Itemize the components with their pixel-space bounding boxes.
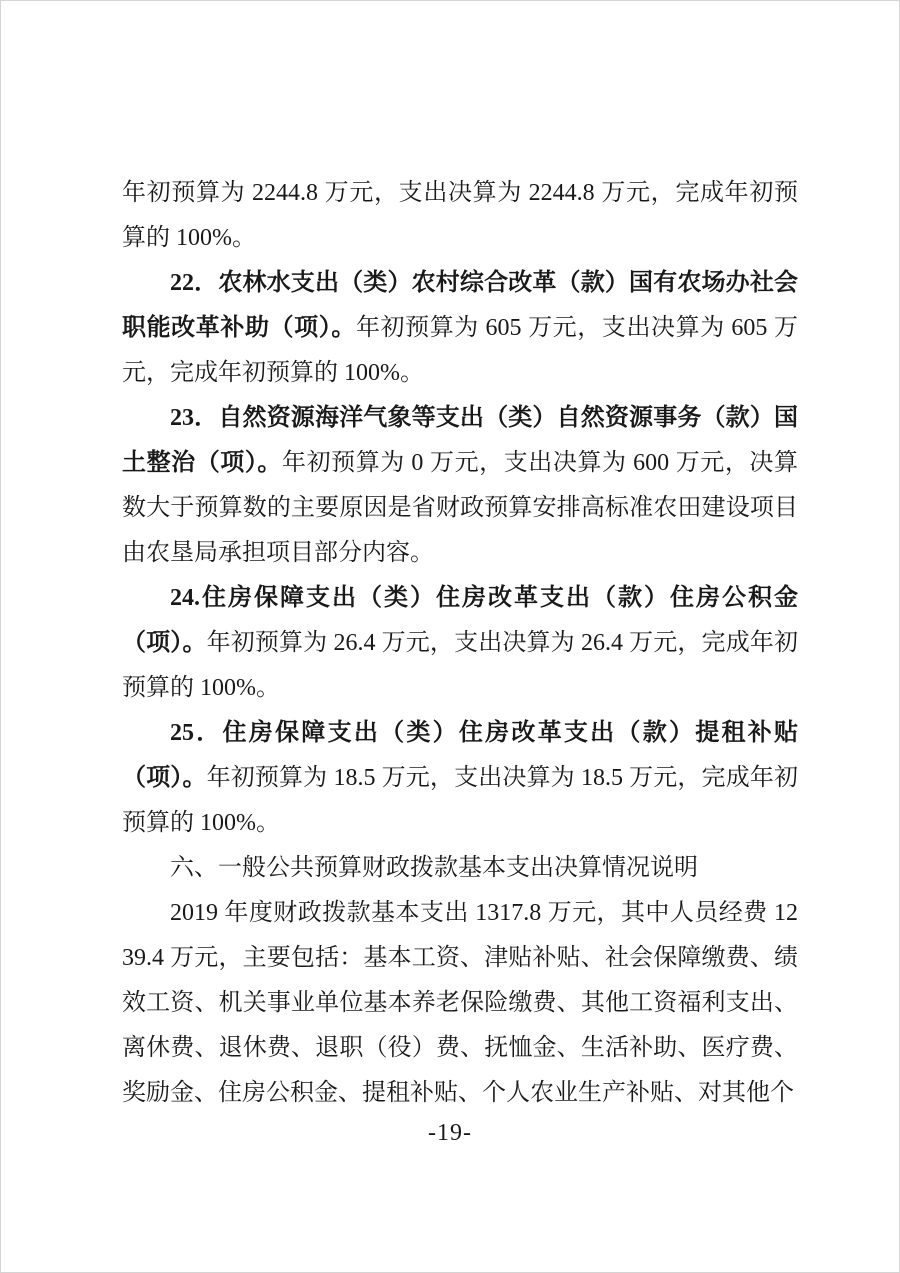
paragraph-basic-expenditure: 2019 年度财政拨款基本支出 1317.8 万元，其中人员经费 1239.4 万元，主要包括：基本工资、津贴补贴、社会保障缴费、绩效工资、机关事业单位基本养老保险缴费、其他工资福利支出、离休费、退休费、退职（役）费、抚恤金、生活补助、医疗费、奖励金、住房公积金、提租补贴、个人农业生产补贴、对其他个: [122, 900, 798, 1106]
document-body: [122, 171, 798, 1116]
paragraph-item-24: [122, 576, 798, 711]
item-22-text: 年初预算为 605 万元，支出决算为 605 万元，完成年初预算的 100%。: [122, 315, 799, 386]
paragraph-continuation: 年初预算为 2244.8 万元，支出决算为 2244.8 万元，完成年初预算的 100%。: [122, 180, 798, 251]
page-number: -19-: [428, 1120, 472, 1146]
paragraph-item-23: [122, 396, 798, 576]
item-22-title: 22．农林水支出（类）农村综合改革（款）国有农场办社会职能改革补助（项）。: [122, 270, 798, 341]
item-25-title: 25．住房保障支出（类）住房改革支出（款）提租补贴（项）。: [122, 720, 798, 791]
paragraph-item-25: [122, 711, 798, 846]
item-24-title: 24.住房保障支出（类）住房改革支出（款）住房公积金（项）。: [122, 585, 798, 656]
item-24-text: 年初预算为 26.4 万元，支出决算为 26.4 万元，完成年初预算的 100%。: [122, 630, 798, 701]
item-23-text: 年初预算为 0 万元，支出决算为 600 万元，决算数大于预算数的主要原因是省财政预算安排高标准农田建设项目由农垦局承担项目部分内容。: [122, 450, 798, 566]
section-6-heading: 六、一般公共预算财政拨款基本支出决算情况说明: [170, 855, 698, 881]
item-25-text: 年初预算为 18.5 万元，支出决算为 18.5 万元，完成年初预算的 100%。: [122, 765, 798, 836]
item-23-title: 23．自然资源海洋气象等支出（类）自然资源事务（款）国土整治（项）。: [122, 405, 798, 476]
paragraph-item-22: [122, 261, 798, 396]
